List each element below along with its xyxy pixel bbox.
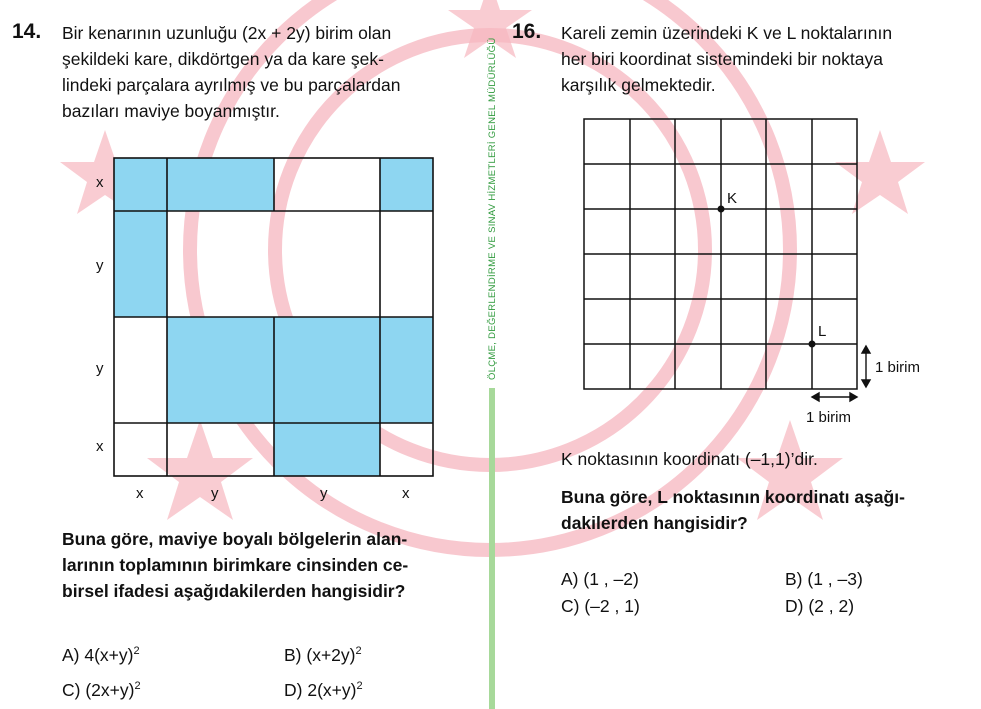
- option-letter: D): [785, 596, 804, 616]
- option-letter: C): [561, 596, 580, 616]
- row-label: x: [96, 174, 104, 191]
- option-letter: D): [284, 680, 303, 700]
- option-letter: A): [62, 645, 80, 665]
- option-exponent: 2: [356, 680, 363, 693]
- option-letter: B): [785, 569, 803, 589]
- option-exponent: 2: [133, 645, 140, 658]
- column-label: y: [211, 485, 219, 502]
- row-label: y: [96, 257, 104, 274]
- stem-line: Bir kenarının uzunluğu (2x + 2y) birim olan: [62, 23, 392, 43]
- stem-line: şekildeki kare, dikdörtgen ya da kare şek-: [62, 49, 384, 69]
- prompt-line: birsel ifadesi aşağıdakilerden hangisidir?: [62, 581, 406, 601]
- option-letter: C): [62, 680, 81, 700]
- point-k-label: K: [727, 190, 738, 207]
- given-statement: K noktasının koordinatı (–1,1)’dir.: [561, 449, 818, 469]
- prompt-line: Buna göre, L noktasının koordinatı aşağı-: [561, 487, 905, 507]
- point-l-dot: [809, 341, 816, 348]
- option-value: (1 , –3): [807, 569, 863, 589]
- stem-line: her biri koordinat sistemindeki bir noktaya: [561, 49, 883, 69]
- vertical-publisher-text: ÖLÇME, DEĞERLENDİRME VE SINAV HİZMETLERİ GENEL MÜDÜRLÜĞÜ: [487, 37, 498, 380]
- option-d[interactable]: [785, 596, 854, 617]
- question-16-number: 16.: [512, 20, 542, 43]
- stem-line: lindeki parçalara ayrılmış ve bu parçalardan: [62, 75, 401, 95]
- row-label: y: [96, 360, 104, 377]
- option-exponent: 2: [134, 680, 141, 693]
- unit-label-horizontal: 1 birim: [806, 409, 852, 426]
- point-k-dot: [718, 206, 725, 213]
- unit-label-vertical: 1 birim: [875, 359, 921, 376]
- column-label: x: [402, 485, 410, 502]
- option-letter: A): [561, 569, 579, 589]
- stem-line: karşılık gelmektedir.: [561, 75, 716, 95]
- vertical-unit-arrow: [862, 346, 870, 387]
- column-label: x: [136, 485, 144, 502]
- option-letter: B): [284, 645, 302, 665]
- horizontal-unit-arrow: [812, 393, 857, 401]
- prompt-line: Buna göre, maviye boyalı bölgelerin alan-: [62, 529, 408, 549]
- prompt-line: larının toplamının birimkare cinsinden ce-: [62, 555, 409, 575]
- option-b[interactable]: [785, 569, 863, 590]
- stem-line: bazıları maviye boyanmıştır.: [62, 101, 280, 121]
- point-l-label: L: [818, 323, 827, 340]
- grid-lines: [584, 119, 857, 389]
- column-label: y: [320, 485, 328, 502]
- row-label: x: [96, 438, 104, 455]
- option-value: (–2 , 1): [584, 596, 640, 616]
- option-c[interactable]: [561, 596, 640, 617]
- option-value: (2 , 2): [808, 596, 855, 616]
- question-14-number: 14.: [12, 20, 42, 43]
- stem-line: Kareli zemin üzerindeki K ve L noktalarının: [561, 23, 893, 43]
- option-expression: 4(x+y): [84, 645, 134, 665]
- option-expression: (2x+y): [85, 680, 135, 700]
- option-a[interactable]: [561, 569, 639, 590]
- option-value: (1 , –2): [583, 569, 639, 589]
- option-expression: (x+2y): [306, 645, 356, 665]
- option-expression: 2(x+y): [307, 680, 357, 700]
- prompt-line: dakilerden hangisidir?: [561, 513, 748, 533]
- option-exponent: 2: [355, 645, 362, 658]
